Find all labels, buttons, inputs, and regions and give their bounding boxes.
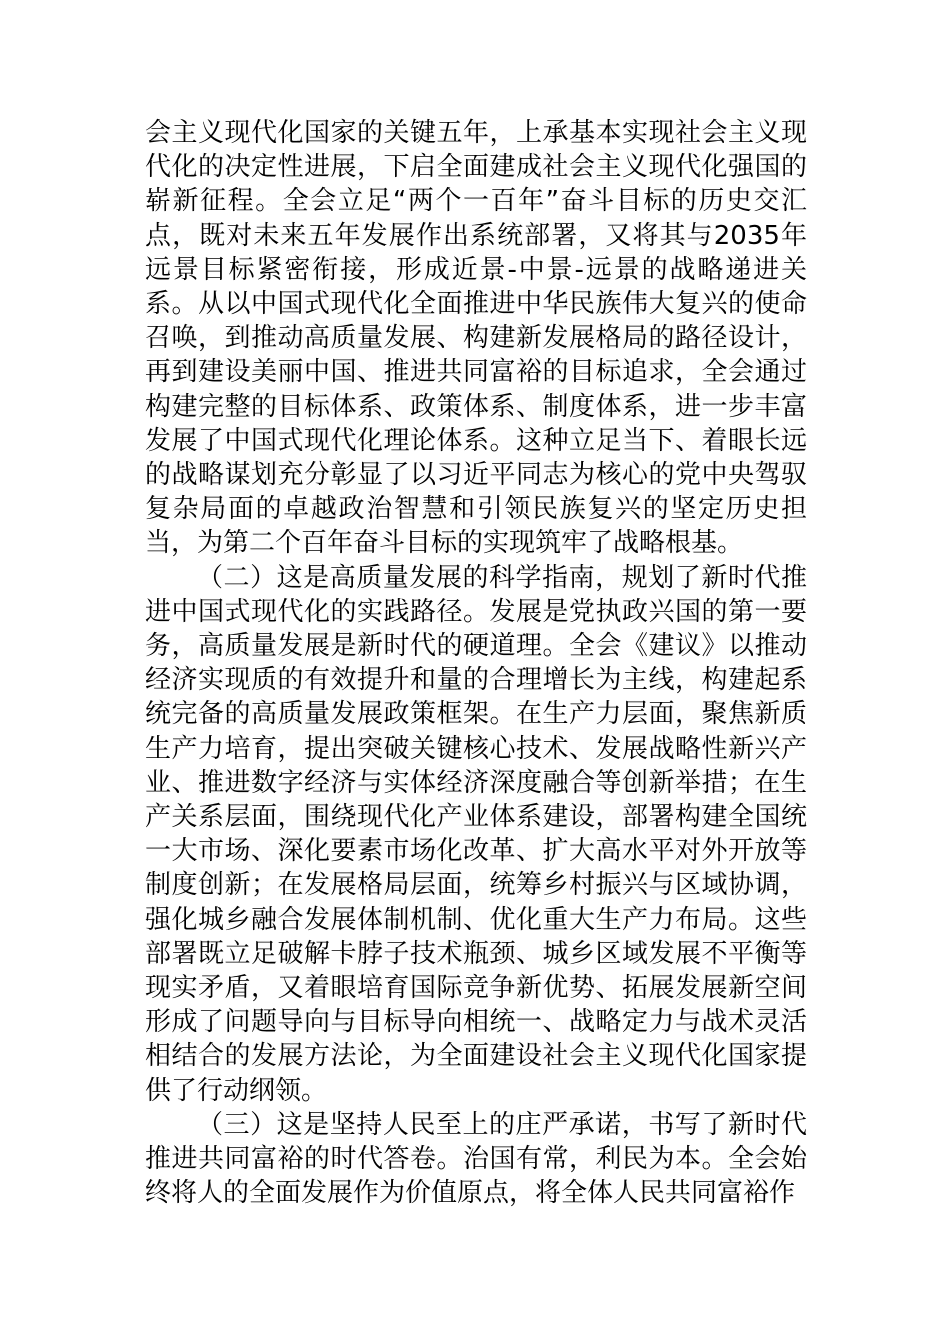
- paragraph-continued: 会主义现代化国家的关键五年，上承基本实现社会主义现代化的决定性进展，下启全面建成社会主义现代化强国的崭新征程。全会立足“两个一百年”奋斗目标的历史交汇点，既对未来五年发展作出系统部署，又将其与2035年远景目标紧密衔接，形成近景-中景-远景的战略递进关系。从以中国式现代化全面推进中华民族伟大复兴的使命召唤，到推动高质量发展、构建新发展格局的路径设计，再到建设美丽中国、推进共同富裕的目标追求，全会通过构建完整的目标体系、政策体系、制度体系，进一步丰富发展了中国式现代化理论体系。这种立足当下、着眼长远的战略谋划充分彰显了以习近平同志为核心的党中央驾驭复杂局面的卓越政治智慧和引领民族复兴的坚定历史担当，为第二个百年奋斗目标的实现筑牢了战略根基。: [145, 118, 807, 559]
- document-body: [145, 116, 807, 1211]
- paragraph-section-three: （三）这是坚持人民至上的庄严承诺，书写了新时代推进共同富裕的时代答卷。治国有常，利民为本。全会始终将人的全面发展作为价值原点，将全体人民共同富裕作: [145, 1109, 807, 1209]
- paragraph-section-two: （二）这是高质量发展的科学指南，规划了新时代推进中国式现代化的实践路径。发展是党执政兴国的第一要务，高质量发展是新时代的硬道理。全会《建议》以推动经济实现质的有效提升和量的合理增长为主线，构建起系统完备的高质量发展政策框架。在生产力层面，聚焦新质生产力培育，提出突破关键核心技术、发展战略性新兴产业、推进数字经济与实体经济深度融合等创新举措；在生产关系层面，围绕现代化产业体系建设，部署构建全国统一大市场、深化要素市场化改革、扩大高水平对外开放等制度创新；在发展格局层面，统筹乡村振兴与区域协调，强化城乡融合发展体制机制、优化重大生产力布局。这些部署既立足破解卡脖子技术瓶颈、城乡区域发展不平衡等现实矛盾，又着眼培育国际竞争新优势、拓展发展新空间形成了问题导向与目标导向相统一、战略定力与战术灵活相结合的发展方法论，为全面建设社会主义现代化国家提供了行动纲领。: [145, 562, 807, 1106]
